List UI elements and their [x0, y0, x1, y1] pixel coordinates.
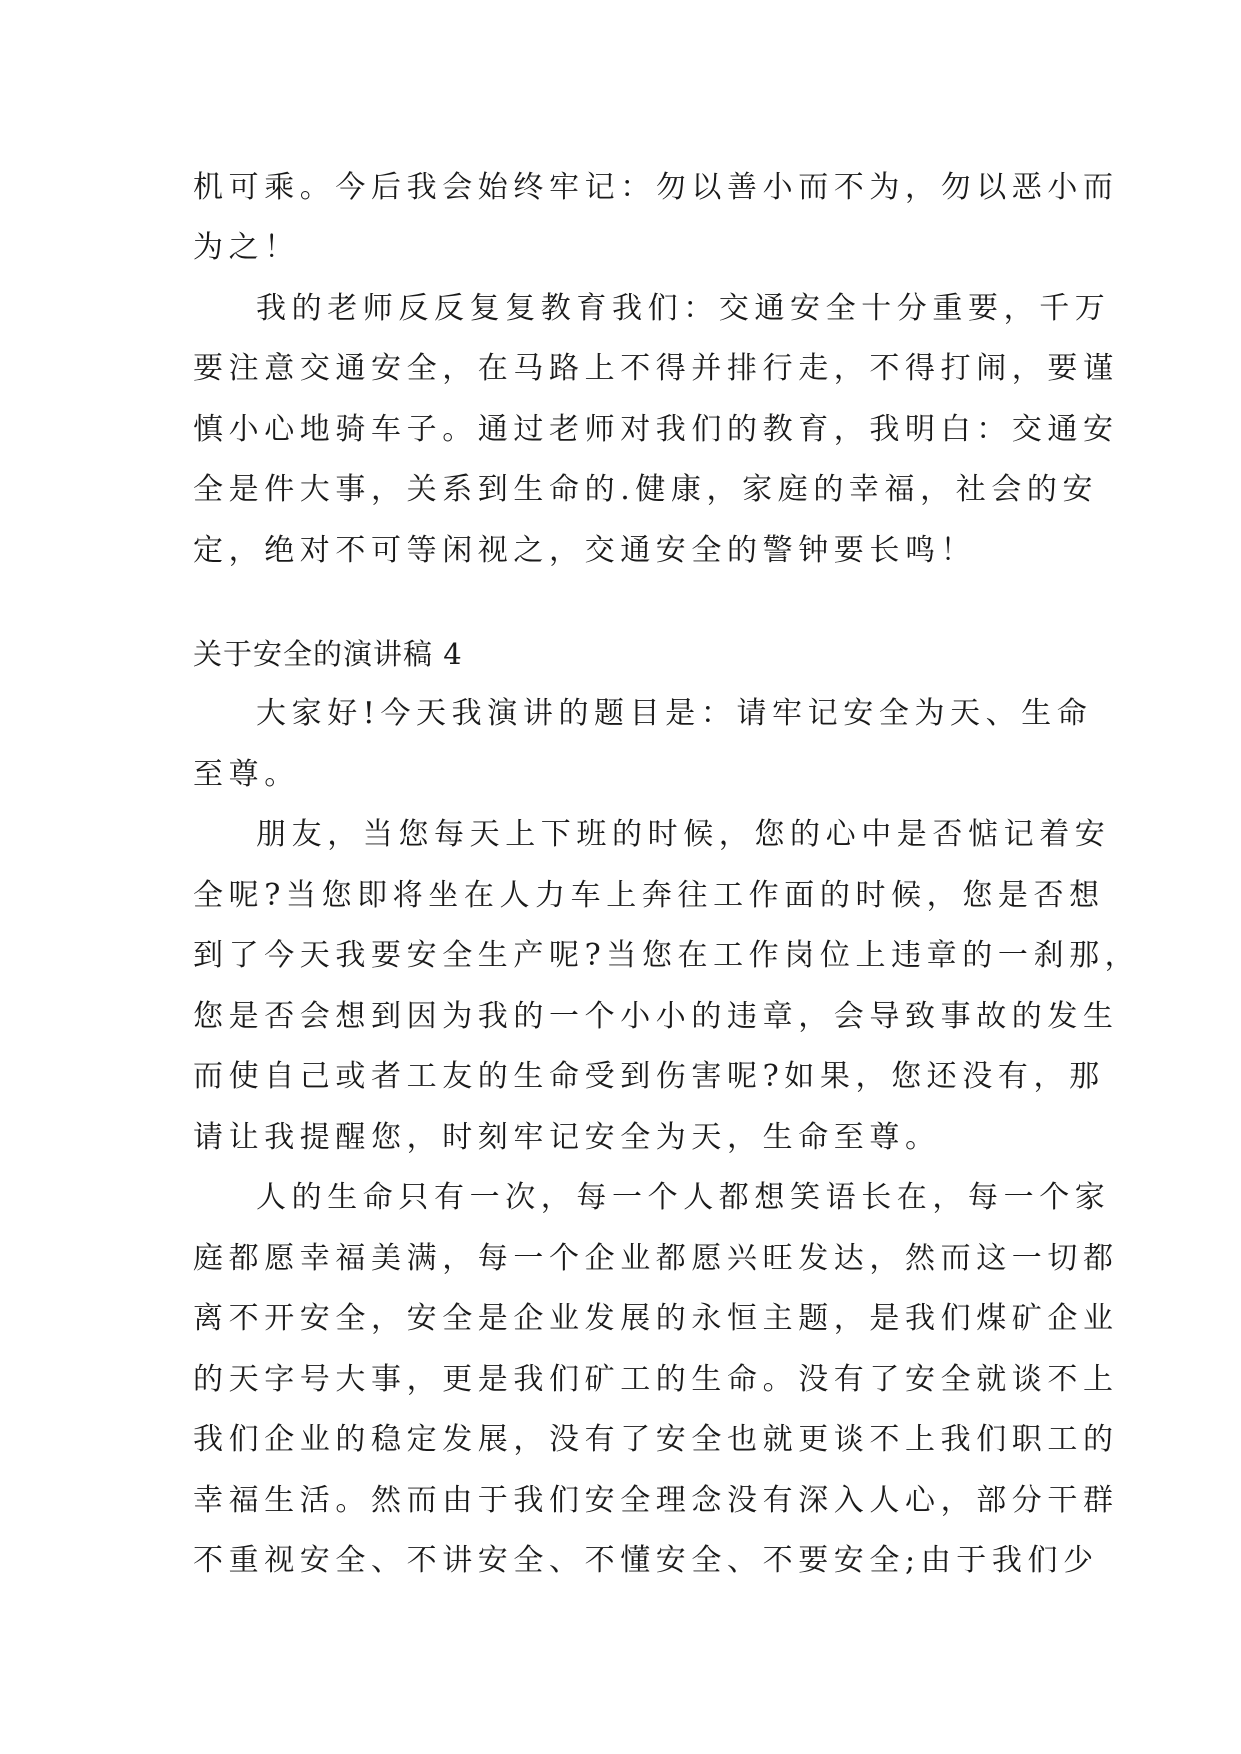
text-line: 您是否会想到因为我的一个小小的违章，会导致事故的发生 [193, 999, 1119, 1034]
text-line: 机可乘。今后我会始终牢记：勿以善小而不为，勿以恶小而 [193, 170, 1119, 205]
text-line: 为之！ [193, 230, 300, 265]
paragraph-first-line: 人的生命只有一次，每一个人都想笑语长在，每一个家 [256, 1180, 1111, 1215]
text-line: 全是件大事，关系到生命的.健康，家庭的幸福，社会的安 [193, 472, 1099, 507]
text-line: 慎小心地骑车子。通过老师对我们的教育，我明白：交通安 [193, 412, 1119, 447]
text-line: 定，绝对不可等闲视之，交通安全的警钟要长鸣！ [193, 533, 977, 568]
paragraph-first-line: 大家好!今天我演讲的题目是：请牢记安全为天、生命 [256, 696, 1093, 731]
text-line: 要注意交通安全，在马路上不得并排行走，不得打闹，要谨 [193, 351, 1119, 386]
text-line: 到了今天我要安全生产呢?当您在工作岗位上违章的一刹那， [193, 938, 1141, 973]
text-line: 幸福生活。然而由于我们安全理念没有深入人心，部分干群 [193, 1483, 1119, 1518]
text-line: 至尊。 [193, 757, 300, 792]
text-line: 离不开安全，安全是企业发展的永恒主题，是我们煤矿企业 [193, 1301, 1119, 1336]
text-line: 庭都愿幸福美满，每一个企业都愿兴旺发达，然而这一切都 [193, 1241, 1119, 1276]
text-line: 的天字号大事，更是我们矿工的生命。没有了安全就谈不上 [193, 1362, 1119, 1397]
text-line: 我们企业的稳定发展，没有了安全也就更谈不上我们职工的 [193, 1422, 1119, 1457]
text-line: 而使自己或者工友的生命受到伤害呢?如果，您还没有，那 [193, 1059, 1105, 1094]
text-line: 请让我提醒您，时刻牢记安全为天，生命至尊。 [193, 1120, 941, 1155]
text-line: 不重视安全、不讲安全、不懂安全、不要安全;由于我们少 [193, 1543, 1099, 1578]
section-heading: 关于安全的演讲稿 4 [193, 637, 463, 671]
text-line: 全呢?当您即将坐在人力车上奔往工作面的时候，您是否想 [193, 878, 1105, 913]
paragraph-first-line: 朋友，当您每天上下班的时候，您的心中是否惦记着安 [256, 817, 1111, 852]
paragraph-first-line: 我的老师反反复复教育我们：交通安全十分重要，千万 [256, 291, 1111, 326]
